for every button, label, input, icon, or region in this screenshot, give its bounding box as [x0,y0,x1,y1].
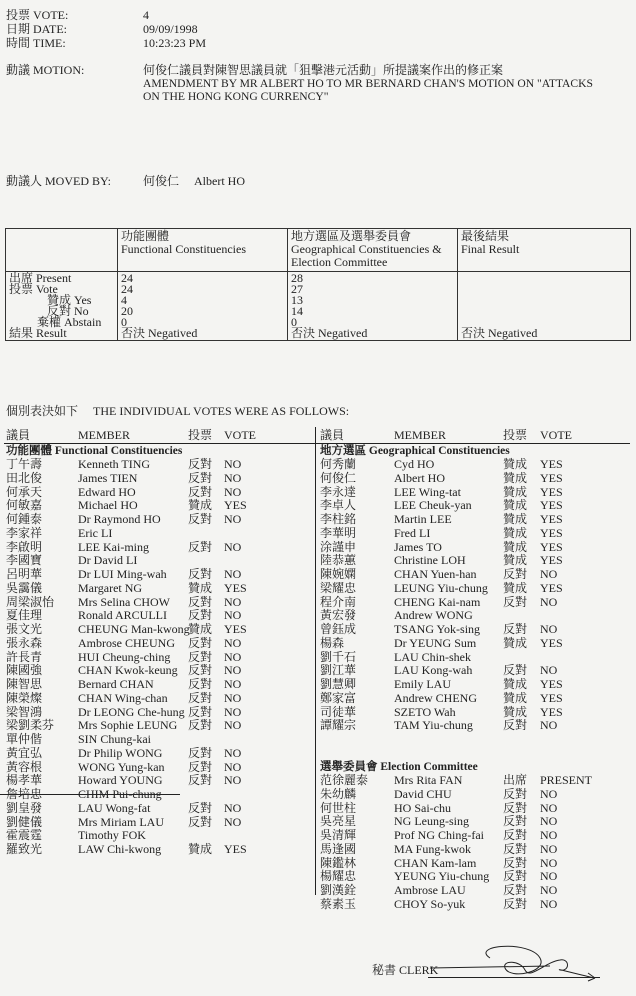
member-name-zh: 楊耀忠 [320,869,357,884]
member-name-zh: 曾鈺成 [320,622,357,636]
member-name-en: TSANG Yok-sing [394,622,481,636]
member-name-zh: 黃宜弘 [6,745,43,760]
member-name-zh: 黃容根 [6,759,43,774]
member-name-en: CHOY So-yuk [394,896,466,911]
col-header-member-zh: 議員 [320,428,345,442]
vote-en: YES [540,457,563,471]
member-name-en: Bernard CHAN [78,677,154,691]
geographical-values [288,272,458,341]
member-name-en: CHAN Wing-chan [78,690,168,705]
vote-label: 投票 VOTE: [6,8,69,22]
member-name-zh: 何世柱 [320,800,357,815]
vote-zh: 反對 [503,718,528,733]
member-name-zh: 許長青 [6,649,43,664]
member-name-zh: 夏佳理 [6,608,43,623]
vote-en: NO [540,786,558,801]
vote-zh: 反對 [188,745,213,760]
vote-zh: 反對 [188,677,213,691]
member-name-zh: 陸恭蕙 [320,553,357,568]
member-name-zh: 陳鑑林 [320,855,357,870]
member-name-en: Eric LI [78,525,113,540]
vote-zh: 反對 [503,567,528,581]
vote-en: NO [224,457,242,471]
vote-en: YES [540,635,563,650]
member-name-zh: 李家祥 [6,525,43,540]
col-functional-zh: 功能團體 [121,229,170,243]
vote-zh: 贊成 [503,512,528,526]
vote-zh: 反對 [188,649,213,664]
vote-en: YES [540,553,563,568]
vote-en: NO [224,814,242,829]
member-name-zh: 李卓人 [320,498,357,513]
member-name-zh: 楊孝華 [6,773,43,788]
final-values [458,272,631,341]
col-header-vote-zh: 投票 [188,428,213,442]
vote-zh: 反對 [188,470,213,485]
vote-zh: 贊成 [188,622,213,636]
vote-zh: 反對 [188,484,213,499]
vote-en: YES [540,498,563,513]
vote-en: NO [224,484,242,499]
value: 0 [291,315,297,329]
vote-zh: 反對 [188,594,213,609]
col-final-zh: 最後結果 [461,229,510,243]
member-name-en: Emily LAU [394,677,451,691]
member-name-zh: 馬逢國 [320,841,357,856]
vote-en: YES [224,580,247,595]
vote-zh: 贊成 [503,470,528,485]
vote-en: NO [224,470,242,485]
member-name-en: CHEUNG Man-kwong [78,622,190,636]
member-name-zh: 梁劉柔芬 [6,718,55,733]
vote-zh: 反對 [188,608,213,623]
col-header-vote-zh: 投票 [503,428,528,442]
member-name-en: Martin LEE [394,512,452,526]
member-name-en: Ambrose CHEUNG [78,635,175,650]
member-name-en: CHENG Kai-nam [394,594,481,609]
vote-en: NO [224,635,242,650]
member-name-zh: 吳亮星 [320,814,357,829]
member-name-en: LAU Kong-wah [394,663,473,678]
member-name-en: LEUNG Yiu-chung [394,580,488,595]
mover-name-en: Albert HO [194,174,245,188]
vote-zh: 贊成 [503,457,528,471]
member-name-zh: 張永森 [6,635,43,650]
member-name-zh: 何承天 [6,484,43,499]
vote-en: NO [224,718,242,733]
member-name-zh: 黃宏發 [320,608,357,623]
member-name-zh: 劉江華 [320,663,357,678]
member-name-en: CHIM Pui-chung [78,787,162,801]
label-abstain: 棄權 Abstain [37,315,102,329]
member-name-zh: 何敏嘉 [6,498,43,513]
member-name-en: Dr YEUNG Sum [394,635,477,650]
member-name-zh: 陳榮燦 [6,690,43,705]
col-geographical-en: Geographical Constituencies & Election Committee [291,242,442,269]
vote-zh: 反對 [188,512,213,526]
member-name-zh: 何秀蘭 [320,457,357,471]
member-name-en: Edward HO [78,484,136,499]
member-name-en: Albert HO [394,470,445,485]
member-name-en: Dr LEONG Che-hung [78,704,185,719]
member-name-en: LEE Cheuk-yan [394,498,472,513]
vote-zh: 反對 [503,786,528,801]
corner-cell [6,229,118,272]
member-name-en: NG Leung-sing [394,814,469,829]
vote-en: NO [224,649,242,664]
value: 27 [291,282,303,296]
member-name-zh: 劉千石 [320,649,357,664]
date-value: 09/09/1998 [143,22,198,36]
member-name-en: Mrs Sophie LEUNG [78,718,178,733]
member-name-zh: 李啟明 [6,539,43,554]
member-name-zh: 霍震霆 [6,828,43,843]
member-name-en: Howard YOUNG [78,773,163,788]
member-name-en: MA Fung-kwok [394,841,472,856]
vote-en: NO [224,690,242,705]
member-name-en: HO Sai-chu [394,800,451,815]
member-name-en: Prof NG Ching-fai [394,828,484,842]
member-name-zh: 劉慧卿 [320,677,357,691]
vote-en: NO [224,759,242,774]
vote-en: YES [224,622,247,636]
member-name-en: James TIEN [78,470,138,485]
member-name-zh: 呂明華 [6,567,43,581]
value: 0 [121,315,127,329]
clerk-label: 秘書 CLERK [372,963,439,977]
vote-zh: 贊成 [503,704,528,719]
vote-en: PRESENT [540,773,593,787]
member-name-zh: 詹培忠 [6,787,43,801]
date-label: 日期 DATE: [6,22,67,36]
vote-zh: 反對 [188,663,213,678]
vote-zh: 反對 [503,800,528,815]
member-name-zh: 陳國強 [6,663,43,678]
vote-zh: 反對 [503,594,528,609]
member-name-en: Margaret NG [78,580,143,595]
vote-en: YES [540,512,563,526]
member-name-en: Ambrose LAU [394,883,466,897]
member-name-zh: 陳婉嫻 [320,567,357,581]
vote-zh: 贊成 [503,580,528,595]
result: 否決 Negatived [291,326,368,340]
vote-en: NO [540,855,558,870]
member-name-zh: 鄭家富 [320,690,357,705]
mover-name-zh: 何俊仁 [143,174,180,188]
value: 28 [291,271,303,285]
vote-zh: 贊成 [188,842,213,856]
col-final-en: Final Result [461,242,520,256]
vote-en: NO [540,896,558,911]
row-labels [6,272,118,341]
member-name-en: Ronald ARCULLI [78,608,167,623]
member-name-en: SIN Chung-kai [78,732,151,746]
section-geographical: 地方選區 Geographical Constituencies [320,445,510,457]
vote-zh: 贊成 [503,484,528,499]
vote-zh: 反對 [503,855,528,870]
vote-zh: 贊成 [503,525,528,540]
label-result: 結果 Result [9,326,67,340]
vote-en: NO [224,773,242,788]
vote-en: YES [540,525,563,540]
member-name-en: CHAN Kwok-keung [78,663,178,678]
vote-zh: 反對 [503,814,528,829]
member-name-zh: 何俊仁 [320,470,357,485]
vote-zh: 反對 [188,690,213,705]
vote-zh: 贊成 [503,690,528,705]
col-functional-en: Functional Constituencies [121,242,246,256]
vote-en: NO [224,704,242,719]
col-header-vote: VOTE [224,428,256,442]
member-name-zh: 蔡素玉 [320,896,357,911]
member-name-zh: 吳清輝 [320,828,357,842]
member-name-en: Kenneth TING [78,457,151,471]
vote-zh: 反對 [188,635,213,650]
member-name-zh: 李華明 [320,525,357,540]
member-name-en: Andrew WONG [394,608,473,623]
member-name-en: LEE Kai-ming [78,539,149,554]
vote-zh: 反對 [188,800,213,815]
col-final [458,229,631,272]
motion-label: 動議 MOTION: [6,63,85,77]
col-functional [118,229,288,272]
section-functional: 功能團體 Functional Constituencies [6,445,183,457]
vote-en: NO [224,567,242,581]
vote-zh: 贊成 [188,498,213,513]
label-present: 出席 Present [9,271,72,285]
vote-en: YES [540,690,563,705]
member-name-en: LAU Wong-fat [78,800,151,815]
vote-en: YES [540,704,563,719]
col-geographical [288,229,458,272]
vote-zh: 贊成 [503,635,528,650]
motion-title-zh: 何俊仁議員對陳智思議員就「狙擊港元活動」所提議案作出的修正案 [143,63,504,77]
vote-zh: 反對 [503,663,528,678]
member-name-zh: 劉漢銓 [320,883,357,897]
member-name-en: Dr LUI Ming-wah [78,567,167,581]
vote-zh: 反對 [503,841,528,856]
member-name-en: WONG Yung-kan [78,759,165,774]
member-name-en: Dr Raymond HO [78,512,161,526]
vote-en: NO [540,567,558,581]
vote-zh: 反對 [188,704,213,719]
member-name-en: LEE Wing-tat [394,484,461,499]
vote-zh: 反對 [503,828,528,842]
vote-en: YES [224,498,247,513]
member-name-en: LAW Chi-kwong [78,842,162,856]
label-no: 反對 No [47,304,89,318]
individual-intro-en: THE INDIVIDUAL VOTES WERE AS FOLLOWS: [93,404,350,418]
vote-en: NO [540,622,558,636]
member-name-en: Dr David LI [78,553,138,568]
vote-en: YES [540,539,563,554]
member-name-en: LAU Chin-shek [394,649,471,664]
vote-en: NO [540,828,558,842]
vote-zh: 反對 [503,896,528,911]
label-yes: 贊成 Yes [47,293,92,307]
value: 14 [291,304,303,318]
vote-en: NO [540,814,558,829]
member-name-en: SZETO Wah [394,704,456,719]
vote-zh: 贊成 [503,539,528,554]
vote-zh: 反對 [188,814,213,829]
label-vote: 投票 Vote [9,282,58,296]
vote-en: NO [540,718,558,733]
member-name-en: Andrew CHENG [394,690,477,705]
vote-zh: 贊成 [503,553,528,568]
vote-zh: 贊成 [188,580,213,595]
vote-en: NO [540,800,558,815]
member-name-zh: 梁智鴻 [6,704,43,719]
vote-en: NO [224,800,242,815]
col-header-member: MEMBER [394,428,447,442]
motion-title-en-line2: ON THE HONG KONG CURRENCY" [143,90,329,103]
value: 4 [121,293,127,307]
time-value: 10:23:23 PM [143,36,207,50]
member-name-zh: 張文光 [6,622,43,636]
vote-zh: 反對 [188,759,213,774]
member-name-en: CHAN Yuen-han [394,567,477,581]
member-name-en: Mrs Rita FAN [394,773,463,787]
vote-zh: 反對 [503,883,528,897]
vote-en: NO [224,745,242,760]
member-name-en: Dr Philip WONG [78,745,163,760]
member-name-zh: 李國寶 [6,553,43,568]
vote-en: NO [540,594,558,609]
vote-en: YES [540,580,563,595]
vote-zh: 贊成 [503,498,528,513]
member-name-zh: 羅致光 [6,842,43,856]
member-name-zh: 陳智思 [6,677,43,691]
vote-zh: 反對 [188,567,213,581]
vote-summary-table [5,228,631,341]
member-name-en: David CHU [394,786,452,801]
member-name-zh: 吳靄儀 [6,580,43,595]
vote-number: 4 [143,8,149,22]
col-header-vote: VOTE [540,428,572,442]
member-name-zh: 劉健儀 [6,814,43,829]
member-name-zh: 梁耀忠 [320,580,357,595]
member-name-en: HUI Cheung-ching [78,649,171,664]
member-name-zh: 單仲偕 [6,732,43,746]
individual-intro-zh: 個別表決如下 [6,404,79,418]
vote-zh: 贊成 [503,677,528,691]
value: 24 [121,282,133,296]
member-name-zh: 李柱銘 [320,512,357,526]
vote-en: NO [224,594,242,609]
vote-zh: 反對 [188,457,213,471]
header-divider [4,443,630,444]
member-name-en: CHAN Kam-lam [394,855,477,870]
member-name-zh: 何鍾泰 [6,512,43,526]
clerk-signature [430,940,610,990]
member-name-zh: 司徒華 [320,704,357,719]
vote-en: NO [224,663,242,678]
time-label: 時間 TIME: [6,36,66,50]
member-name-en: Christine LOH [394,553,466,568]
vote-zh: 反對 [503,869,528,884]
member-name-en: James TO [394,539,442,554]
vote-en: NO [224,677,242,691]
vote-en: YES [540,677,563,691]
final-result: 否決 Negatived [461,326,538,340]
vote-en: YES [224,842,247,856]
member-name-zh: 田北俊 [6,470,43,485]
member-name-zh: 程介南 [320,594,357,609]
member-name-zh: 楊森 [320,635,345,650]
member-name-zh: 涂謹申 [320,539,357,554]
vote-en: YES [540,470,563,485]
member-name-zh: 李永達 [320,484,357,499]
member-name-zh: 譚耀宗 [320,718,357,733]
member-name-en: Michael HO [78,498,138,513]
vote-zh: 出席 [503,773,528,787]
moved-by-label: 動議人 MOVED BY: [6,174,111,188]
vote-zh: 反對 [188,718,213,733]
column-divider [315,427,316,895]
vote-en: NO [540,841,558,856]
vote-en: NO [540,869,558,884]
member-name-en: YEUNG Yiu-chung [394,869,490,884]
member-name-zh: 范徐麗泰 [320,773,369,787]
col-header-member-zh: 議員 [6,428,31,442]
member-name-en: Mrs Miriam LAU [78,814,164,829]
member-name-zh: 朱幼麟 [320,786,357,801]
vote-en: YES [540,484,563,499]
member-name-en: TAM Yiu-chung [394,718,473,733]
result: 否決 Negatived [121,326,198,340]
functional-values [118,272,288,341]
value: 24 [121,271,133,285]
member-name-zh: 周梁淑怡 [6,594,55,609]
vote-en: NO [224,608,242,623]
member-name-en: Timothy FOK [78,828,146,843]
section-election-committee: 選舉委員會 Election Committee [320,761,478,773]
member-name-zh: 劉皇發 [6,800,43,815]
member-name-en: Cyd HO [394,457,435,471]
vote-zh: 反對 [188,539,213,554]
member-name-en: Fred LI [394,525,431,540]
vote-en: NO [224,539,242,554]
motion-title-en-line1: AMENDMENT BY MR ALBERT HO TO MR BERNARD CHAN'S MOTION ON "ATTACKS [143,77,593,90]
value: 13 [291,293,303,307]
col-geographical-zh: 地方選區及選舉委員會 [291,229,412,243]
vote-en: NO [540,883,558,897]
col-header-member: MEMBER [78,428,131,442]
value: 20 [121,304,133,318]
vote-en: NO [540,663,558,678]
vote-zh: 反對 [188,773,213,788]
vote-zh: 反對 [503,622,528,636]
member-name-en: Mrs Selina CHOW [78,594,170,609]
member-name-zh: 丁午壽 [6,457,43,471]
vote-en: NO [224,512,242,526]
